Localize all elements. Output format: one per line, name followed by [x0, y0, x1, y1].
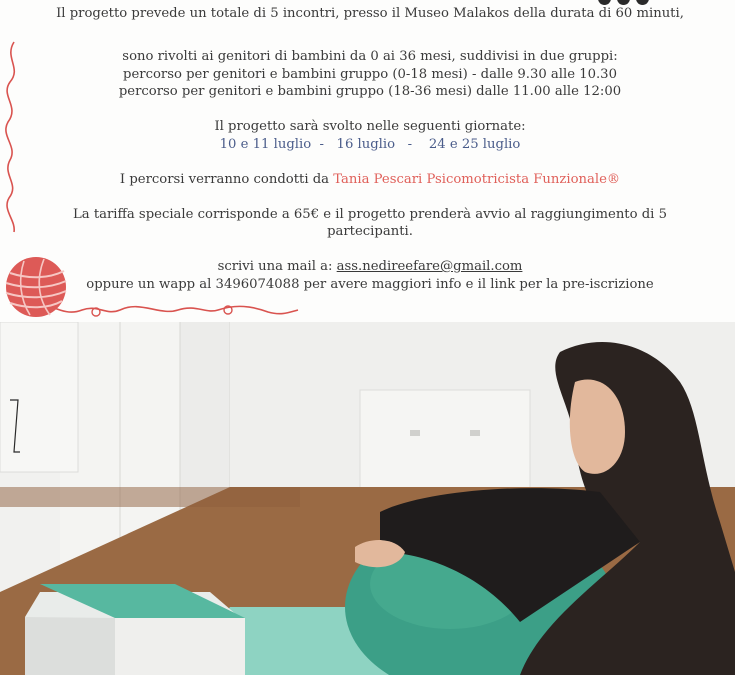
instructor-photo: [0, 322, 735, 675]
conductor-name: Tania Pescari Psicomotricista Funzionale®: [333, 171, 621, 187]
conductor-text: [40, 171, 700, 189]
group2-text: percorso per genitori e bambini gruppo (18-36 mesi) dalle 11.00 alle 12:00: [118, 84, 622, 99]
group1-text: percorso per genitori e bambini gruppo (0-18 mesi) - dalle 9.30 alle 10.30: [123, 66, 617, 82]
mail-prefix: scrivi una mail a:: [217, 259, 337, 274]
mail-text: [40, 258, 700, 276]
flyer-panel: [0, 0, 735, 322]
conductor-prefix: I percorsi verranno condotti da: [119, 171, 334, 187]
dates-intro-text: Il progetto sarà svolto nelle seguenti giornate:: [214, 119, 526, 134]
intro-text: Il progetto prevede un totale di 5 incontri, presso il Museo Malakos della durata di 60 minuti,: [56, 6, 684, 21]
email-link[interactable]: ass.nedireefare@gmail.com: [336, 259, 523, 274]
fee-text-line1: La tariffa speciale corrisponde a 65€ e il progetto prenderà avvio al raggiungimento di 5: [73, 206, 667, 222]
dates-text: 10 e 11 luglio - 16 luglio - 24 e 25 luglio: [219, 136, 521, 152]
audience-text: sono rivolti ai genitori di bambini da 0 ai 36 mesi, suddivisi in due gruppi:: [122, 49, 618, 64]
photo-scene: [0, 322, 735, 675]
whatsapp-text: oppure un wapp al 3496074088 per avere maggiori info e il link per la pre-iscrizione: [86, 276, 654, 292]
fee-text-line2: partecipanti.: [327, 224, 413, 239]
flyer-text: [40, 0, 700, 293]
